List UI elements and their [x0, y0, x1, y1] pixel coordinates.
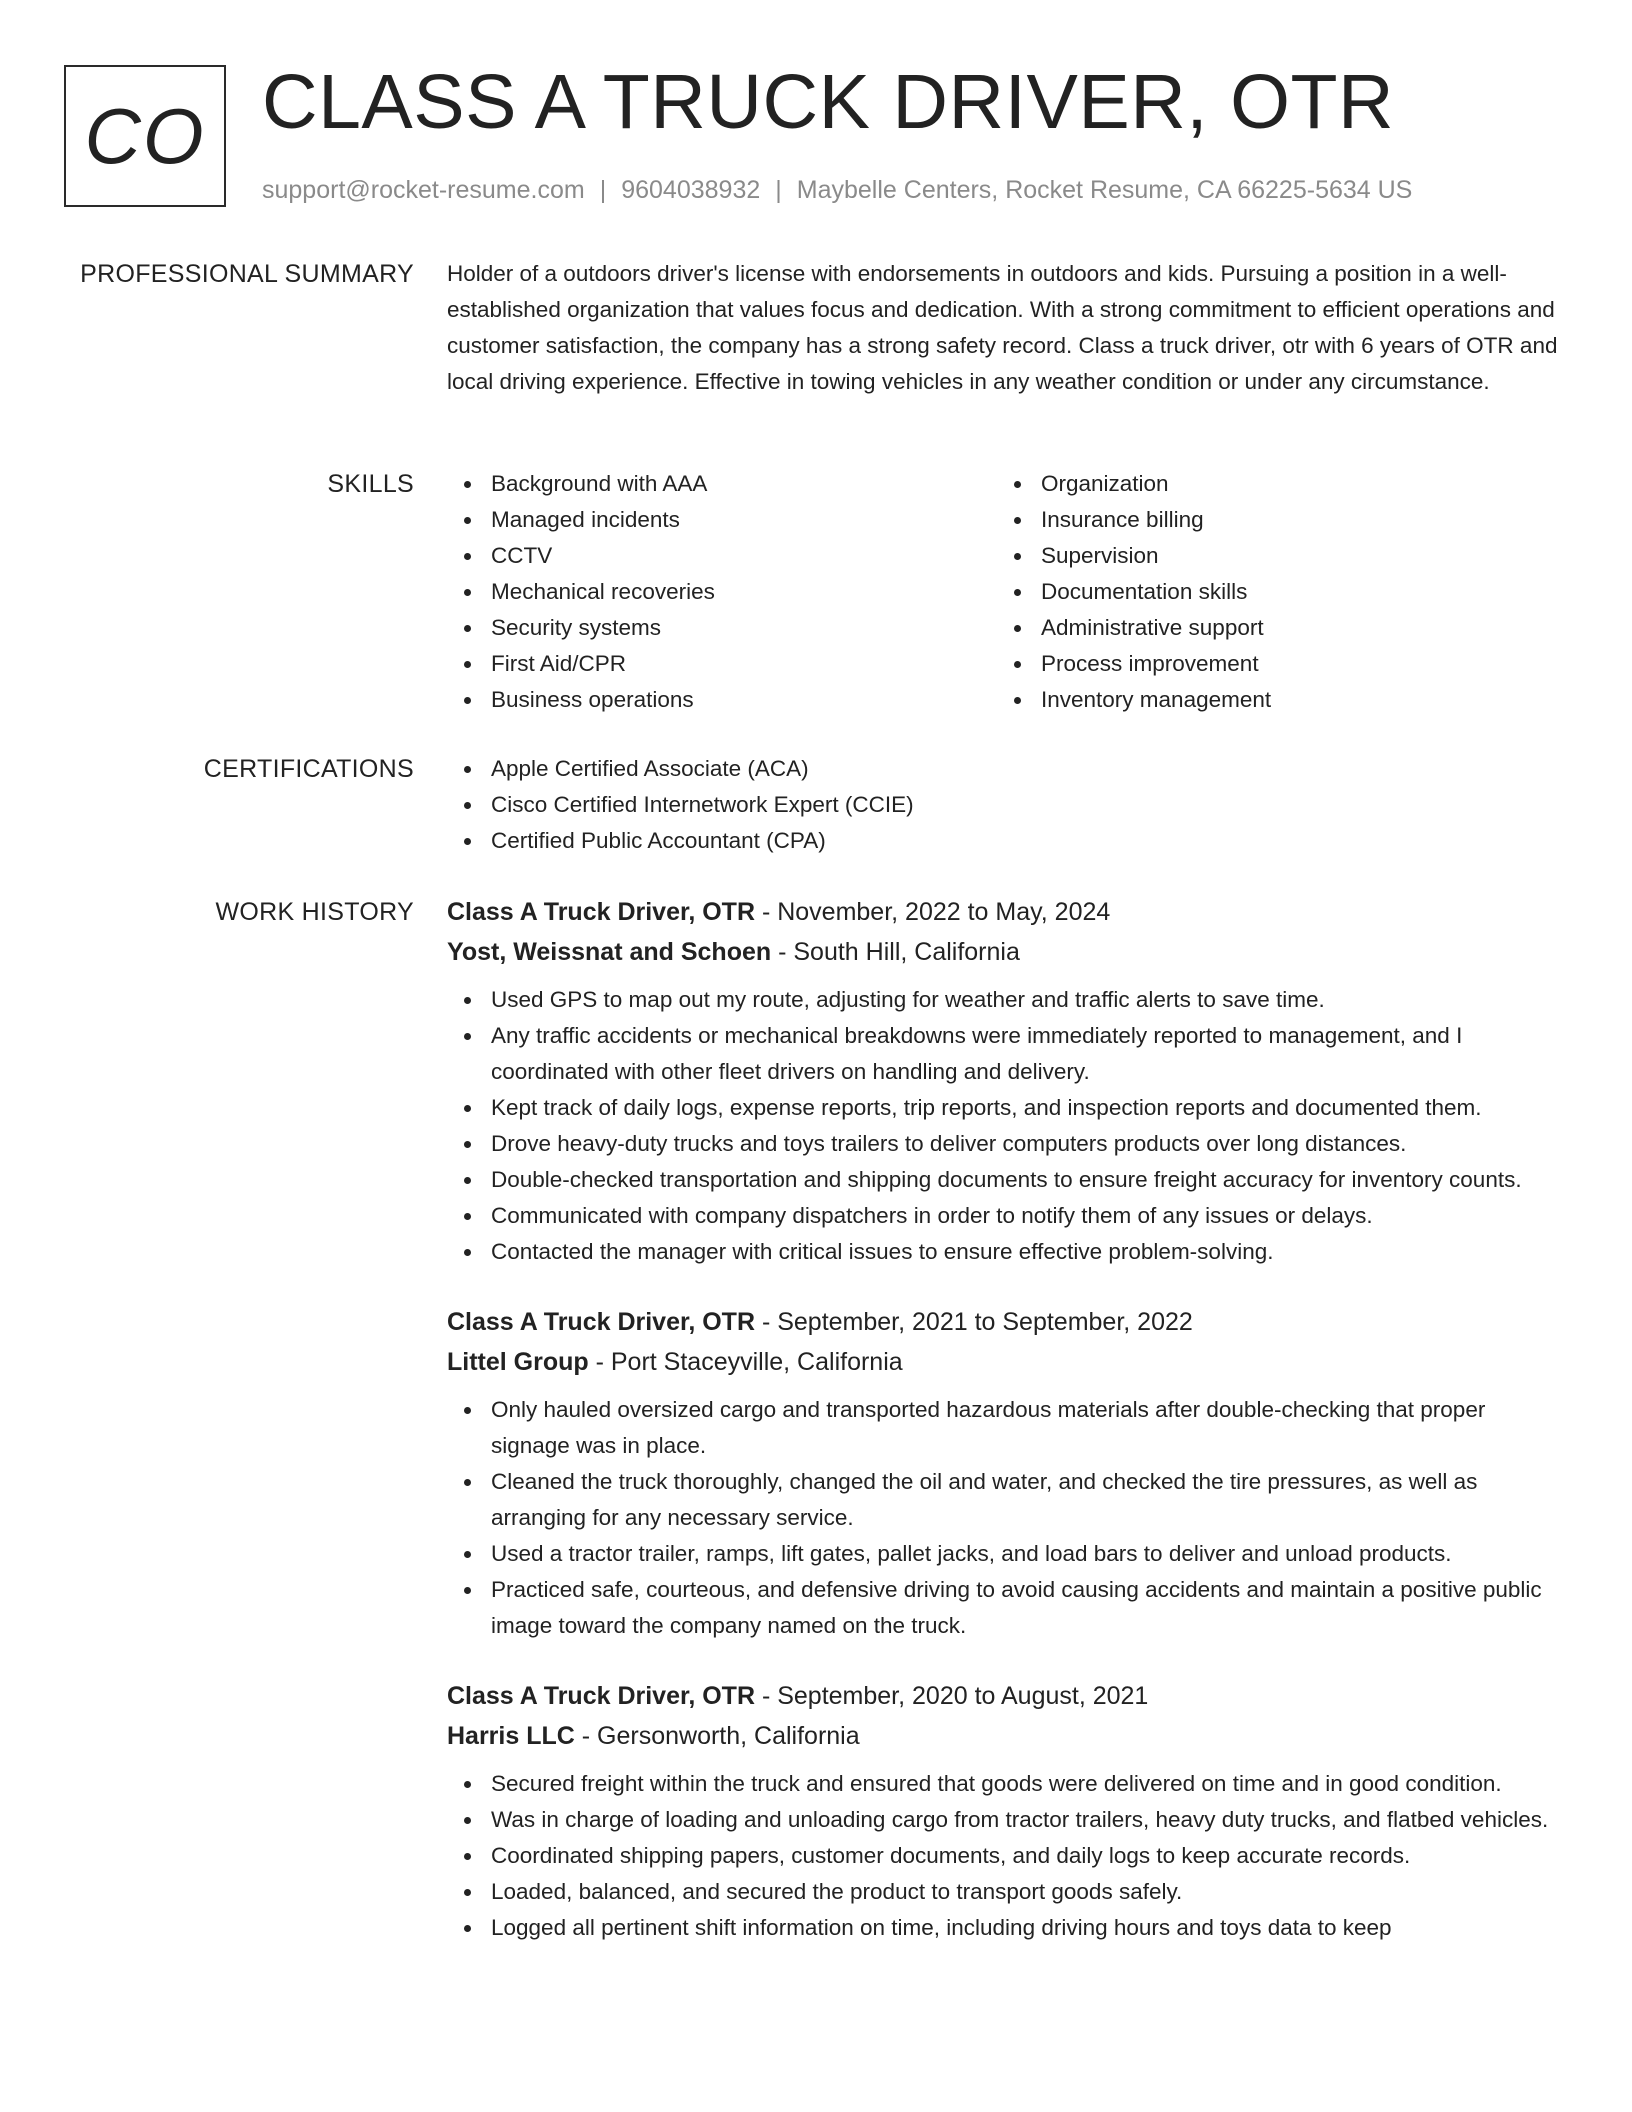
job-location: - Port Staceyville, California [588, 1348, 903, 1376]
skill-item: Security systems [491, 610, 997, 646]
job-title: Class A Truck Driver, OTR [447, 1682, 755, 1710]
skills-column-left [447, 466, 997, 718]
job-bullet: Loaded, balanced, and secured the product to transport goods safely. [491, 1874, 1567, 1910]
skills-column-right [997, 466, 1547, 718]
summary-text: Holder of a outdoors driver's license with endorsements in outdoors and kids. Pursuing a position in a well-established organization that values focus and dedication. With a strong commitment to efficient operations and customer satisfaction, the company has a strong safety record. Class a truck driver, otr with 6 years of OTR and local driving experience. Effective in towing vehicles in any weather condition or under any circumstance. [447, 261, 1558, 394]
job-company-line [447, 1716, 1567, 1756]
job-bullet: Secured freight within the truck and ensured that goods were delivered on time and in good condition. [491, 1766, 1567, 1802]
job-title-line [447, 1676, 1567, 1716]
skill-item: CCTV [491, 538, 997, 574]
contact-email[interactable]: support@rocket-resume.com [262, 176, 585, 204]
job-dates: - November, 2022 to May, 2024 [755, 898, 1111, 926]
skill-item: Insurance billing [1041, 502, 1547, 538]
contact-separator: | [775, 176, 782, 204]
job-bullet: Used GPS to map out my route, adjusting for weather and traffic alerts to save time. [491, 982, 1567, 1018]
contact-address: Maybelle Centers, Rocket Resume, CA 66225-5634 US [796, 176, 1413, 204]
job-bullet: Logged all pertinent shift information on time, including driving hours and toys data to keep [491, 1910, 1567, 1946]
job-bullet: Contacted the manager with critical issues to ensure effective problem-solving. [491, 1234, 1567, 1270]
contact-line [262, 173, 1412, 207]
job-location: - South Hill, California [771, 938, 1020, 966]
job-bullets [447, 1766, 1567, 1946]
job-location: - Gersonworth, California [574, 1722, 860, 1750]
skill-item: Documentation skills [1041, 574, 1547, 610]
skill-item: Process improvement [1041, 646, 1547, 682]
work-history-body [447, 892, 1567, 1946]
certification-item: Cisco Certified Internetwork Expert (CCIE) [491, 787, 1567, 823]
job-bullet: Coordinated shipping papers, customer documents, and daily logs to keep accurate records. [491, 1838, 1567, 1874]
job-title-line [447, 1302, 1567, 1342]
job-company: Littel Group [447, 1348, 589, 1376]
job-bullet: Communicated with company dispatchers in order to notify them of any issues or delays. [491, 1198, 1567, 1234]
job-bullet: Practiced safe, courteous, and defensive driving to avoid causing accidents and maintain a positive public image toward the company named on the truck. [491, 1572, 1567, 1644]
job-company-line [447, 932, 1567, 972]
job-bullets [447, 982, 1567, 1270]
job-company: Harris LLC [447, 1722, 575, 1750]
certification-item: Certified Public Accountant (CPA) [491, 823, 1567, 859]
certification-item: Apple Certified Associate (ACA) [491, 751, 1567, 787]
certifications-body [447, 751, 1567, 859]
section-label-certifications: CERTIFICATIONS [203, 755, 414, 783]
resume-title: CLASS A TRUCK DRIVER, OTR [262, 59, 1395, 145]
skill-item: Organization [1041, 466, 1547, 502]
job-bullet: Kept track of daily logs, expense reports, trip reports, and inspection reports and documented them. [491, 1090, 1567, 1126]
job-bullet: Only hauled oversized cargo and transported hazardous materials after double-checking that proper signage was in place. [491, 1392, 1567, 1464]
job-bullet: Was in charge of loading and unloading cargo from tractor trailers, heavy duty trucks, and flatbed vehicles. [491, 1802, 1567, 1838]
job-dates: - September, 2021 to September, 2022 [755, 1308, 1193, 1336]
section-label-work-history: WORK HISTORY [215, 898, 414, 926]
job-company: Yost, Weissnat and Schoen [447, 938, 772, 966]
skills-body [447, 466, 1567, 718]
section-label-skills: SKILLS [327, 470, 414, 498]
job-bullet: Any traffic accidents or mechanical breakdowns were immediately reported to management, and I coordinated with other fleet drivers on handling and delivery. [491, 1018, 1567, 1090]
job-title: Class A Truck Driver, OTR [447, 1308, 755, 1336]
job-bullet: Double-checked transportation and shipping documents to ensure freight accuracy for inventory counts. [491, 1162, 1567, 1198]
job-bullets [447, 1392, 1567, 1644]
job-bullet: Used a tractor trailer, ramps, lift gates, pallet jacks, and load bars to deliver and unload products. [491, 1536, 1567, 1572]
contact-phone[interactable]: 9604038932 [621, 176, 761, 204]
job-entry [447, 1676, 1567, 1946]
skill-item: First Aid/CPR [491, 646, 997, 682]
job-company-line [447, 1342, 1567, 1382]
job-title-line [447, 892, 1567, 932]
skill-item: Managed incidents [491, 502, 997, 538]
contact-separator: | [599, 176, 607, 204]
skill-item: Background with AAA [491, 466, 997, 502]
skill-item: Mechanical recoveries [491, 574, 997, 610]
skill-item: Administrative support [1041, 610, 1547, 646]
job-title: Class A Truck Driver, OTR [447, 898, 755, 926]
skill-item: Supervision [1041, 538, 1547, 574]
job-entry [447, 1302, 1567, 1644]
job-bullet: Drove heavy-duty trucks and toys trailers to deliver computers products over long distances. [491, 1126, 1567, 1162]
section-label-summary: PROFESSIONAL SUMMARY [80, 260, 414, 288]
monogram-badge: CO [64, 65, 226, 207]
job-bullet: Cleaned the truck thoroughly, changed the oil and water, and checked the tire pressures, as well as arranging for any necessary service. [491, 1464, 1567, 1536]
skill-item: Inventory management [1041, 682, 1547, 718]
job-entry [447, 892, 1567, 1270]
skill-item: Business operations [491, 682, 997, 718]
job-dates: - September, 2020 to August, 2021 [755, 1682, 1149, 1710]
